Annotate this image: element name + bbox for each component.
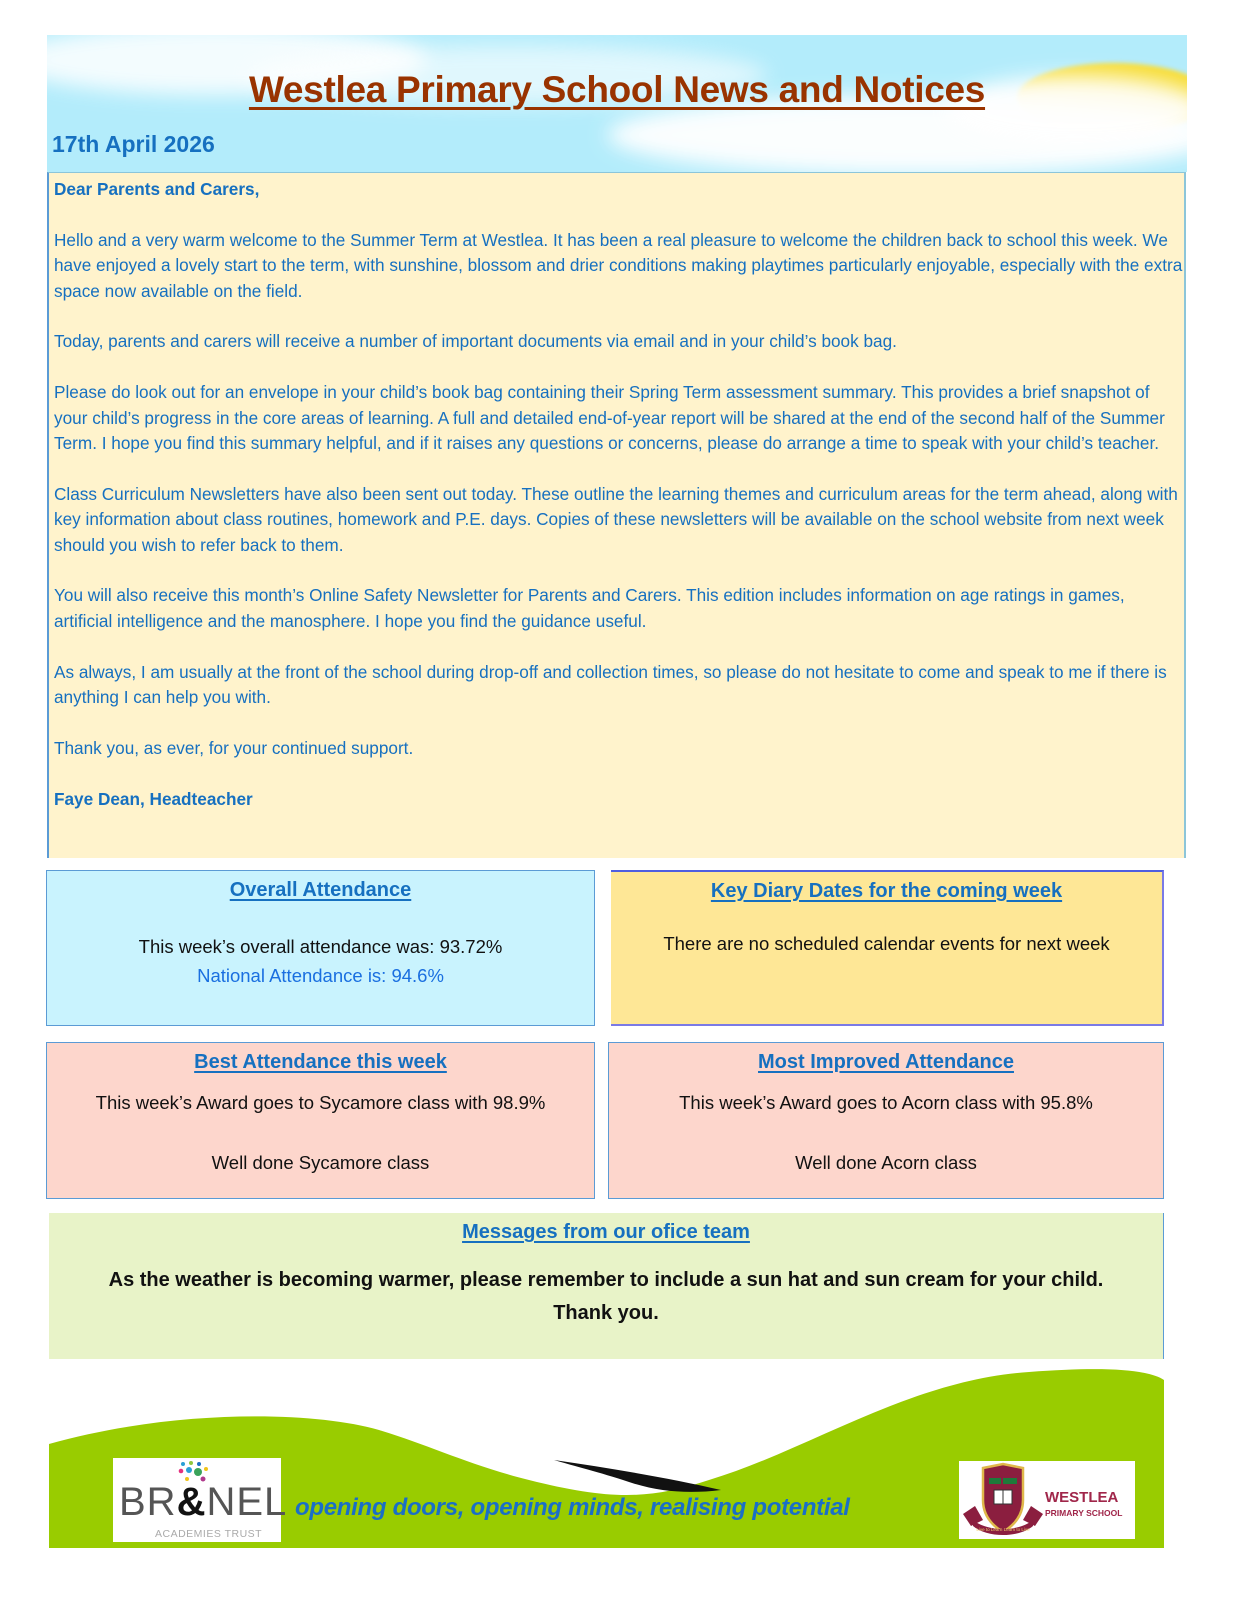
most-improved-box [608, 1042, 1164, 1199]
best-attendance-well-done: Well done Sycamore class [211, 1152, 430, 1173]
headteacher-letter [47, 172, 1186, 858]
most-improved-award: This week’s Award goes to Acorn class with 95.8% [679, 1092, 1093, 1113]
school-logo-name: WESTLEA [1045, 1489, 1119, 1506]
trust-tagline: opening doors, opening minds, realising potential [295, 1494, 850, 1521]
letter-paragraph: You will also receive this month’s Online Safety Newsletter for Parents and Carers. This edition includes information on age ratings in games, artificial intelligence and the manosphere. I hope you find the guidance useful. [54, 585, 1125, 631]
letter-paragraph: Class Curriculum Newsletters have also been sent out today. These outline the learning themes and curriculum areas for the term ahead, along with key information about class routines, homework and P.E. days. Copies of these newsletters will be available on the school website from next week should you wish to refer back to them. [54, 483, 1178, 555]
overall-attendance-heading: Overall Attendance [229, 879, 412, 901]
school-logo-subtitle: PRIMARY SCHOOL [1045, 1508, 1123, 1518]
trust-logo-subtitle: ACADEMIES TRUST [155, 1528, 263, 1540]
svg-text:Live to Learn Learn to Live: Live to Learn Learn to Live [976, 1527, 1030, 1532]
best-attendance-award: This week’s Award goes to Sycamore class with 98.9% [95, 1092, 546, 1113]
trust-logo-wordmark: BR&NEL [119, 1480, 288, 1524]
westlea-school-logo [959, 1461, 1135, 1539]
letter-paragraph: Today, parents and carers will receive a number of important documents via email and in your child’s book bag. [54, 331, 897, 352]
office-message-text: As the weather is becoming warmer, please remember to include a sun hat and sun cream for your child. [108, 1269, 1104, 1291]
letter-paragraph: Please do look out for an envelope in your child’s book bag containing their Spring Term assessment summary. This provides a brief snapshot of your child’s progress in the core areas of learning. A full and detailed end-of-year report will be shared at the end of the second half of the Summer Term. I hope you find this summary helpful, and if it raises any questions or concerns, please do arrange a time to speak with your child’s teacher. [54, 382, 1165, 454]
school-attendance-text: This week’s overall attendance was: 93.72% [138, 936, 503, 957]
letter-greeting: Dear Parents and Carers, [54, 179, 260, 199]
letter-signature: Faye Dean, Headteacher [54, 788, 253, 809]
best-attendance-box [46, 1042, 595, 1199]
office-messages-box [49, 1213, 1164, 1359]
overall-attendance-box [46, 870, 595, 1026]
office-thanks-text: Thank you. [553, 1302, 659, 1324]
most-improved-well-done: Well done Acorn class [795, 1152, 977, 1173]
issue-date: 17th April 2026 [52, 131, 215, 157]
header-banner [47, 35, 1187, 172]
brunel-academies-trust-logo [113, 1458, 288, 1542]
best-attendance-heading: Best Attendance this week [194, 1051, 447, 1073]
office-messages-heading: Messages from our ofice team [462, 1221, 750, 1243]
letter-paragraph: Thank you, as ever, for your continued support. [54, 737, 414, 758]
diary-dates-box [611, 870, 1164, 1026]
page-title: Westlea Primary School News and Notices [248, 69, 986, 110]
national-attendance-text: National Attendance is: 94.6% [197, 965, 444, 986]
most-improved-heading: Most Improved Attendance [758, 1051, 1014, 1073]
footer [49, 1360, 1164, 1548]
diary-dates-text: There are no scheduled calendar events for next week [663, 933, 1110, 954]
letter-paragraph: Hello and a very warm welcome to the Summer Term at Westlea. It has been a real pleasure to welcome the children back to school this week. We have enjoyed a lovely start to the term, with sunshine, blossom and drier conditions making playtimes particularly enjoyable, especially with the extra space now available on the field. [54, 229, 1183, 301]
school-crest-icon [961, 1462, 1045, 1538]
letter-paragraph: As always, I am usually at the front of the school during drop-off and collection times, so please do not hesitate to come and speak to me if there is anything I can help you with. [54, 661, 1167, 708]
diary-dates-heading: Key Diary Dates for the coming week [710, 880, 1063, 902]
